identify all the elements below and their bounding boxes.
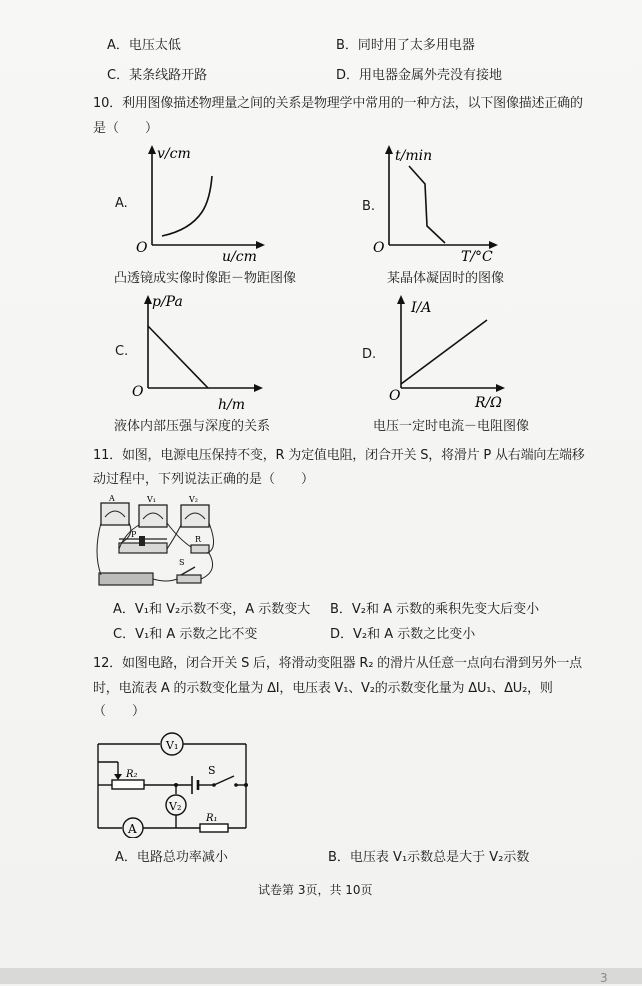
- photo-label-p: P: [131, 530, 137, 539]
- photo-label-s: S: [179, 558, 185, 567]
- graph-d-y-arrow: [397, 295, 405, 304]
- v1-meter-label: V₁: [166, 739, 179, 752]
- battery-pack: [99, 573, 153, 585]
- graph-a-origin: O: [136, 240, 148, 256]
- graph-b-xlabel: T/°C: [461, 249, 493, 265]
- graph-c-x-arrow: [254, 384, 263, 392]
- graph-a-xlabel: u/cm: [222, 249, 257, 265]
- wire-6: [201, 553, 213, 579]
- switch-blade: [214, 776, 234, 785]
- scan-bottom-edge: [0, 968, 642, 984]
- ammeter-label: A: [128, 822, 137, 836]
- graph-c-y-arrow: [144, 295, 152, 304]
- q9-option-c: C．某条线路开路: [107, 68, 208, 83]
- corner-mark: 3: [600, 971, 608, 985]
- wire-1: [97, 523, 101, 575]
- q11-option-a: A．V₁和 V₂示数不变，A 示数变大: [113, 602, 311, 617]
- graph-a: [130, 140, 270, 265]
- graph-c-ylabel: p/Pa: [152, 294, 183, 310]
- graph-a-curve: [162, 176, 212, 236]
- q12-option-b: B．电压表 V₁示数总是大于 V₂示数: [328, 850, 530, 865]
- junction-right: [244, 783, 248, 787]
- rheostat-slider: [139, 536, 145, 546]
- r1-label: R₁: [206, 813, 218, 824]
- q12-option-a: A．电路总功率减小: [115, 850, 228, 865]
- ammeter-body: [101, 503, 129, 525]
- graph-c-caption: 液体内部压强与深度的关系: [114, 419, 271, 434]
- graph-b-x-arrow: [489, 241, 498, 249]
- q9-option-d: D．用电器金属外壳没有接地: [336, 68, 503, 83]
- q12-stem-line3: （ ）: [93, 704, 146, 719]
- switch-base: [177, 575, 201, 583]
- voltmeter1-body: [139, 505, 167, 527]
- resistor-body: [191, 545, 209, 553]
- graph-a-ylabel: v/cm: [157, 146, 191, 162]
- r2-slider-arrow: [114, 774, 122, 780]
- q11-circuit-photo: [95, 493, 225, 593]
- q11-option-b: B．V₂和 A 示数的乘积先变大后变小: [330, 602, 540, 617]
- graph-b-origin: O: [373, 240, 385, 256]
- q9-option-b: B．同时用了太多用电器: [336, 38, 475, 53]
- v2-meter-label: V₂: [169, 800, 182, 813]
- graph-b-ylabel: t/min: [395, 148, 433, 164]
- graph-d-letter: D.: [362, 347, 377, 362]
- graph-d-caption: 电压一定时电流－电阻图像: [373, 419, 530, 434]
- graph-a-caption: 凸透镜成实像时像距－物距图像: [114, 271, 297, 286]
- photo-label-v2: V₂: [189, 495, 198, 504]
- q12-stem-line1: 12．如图电路，闭合开关 S 后，将滑动变阻器 R₂ 的滑片从任意一点向右滑到另外一点: [93, 656, 582, 671]
- graph-d-origin: O: [389, 388, 401, 404]
- graph-d-ylabel: I/A: [411, 300, 432, 316]
- photo-label-r: R: [195, 535, 202, 544]
- q11-option-d: D．V₂和 A 示数之比变小: [330, 627, 476, 642]
- q11-stem-line2: 动过程中，下列说法正确的是（ ）: [93, 472, 315, 487]
- graph-b: [373, 140, 503, 265]
- graph-a-x-arrow: [256, 241, 265, 249]
- graph-b-y-arrow: [385, 145, 393, 154]
- q11-option-c: C．V₁和 A 示数之比不变: [113, 627, 258, 642]
- graph-b-curve: [409, 166, 445, 243]
- graph-d-line: [401, 320, 487, 384]
- q10-stem-line2: 是（ ）: [93, 121, 159, 136]
- graph-c-line: [148, 326, 208, 388]
- graph-c: [130, 288, 270, 413]
- r2-label: R₂: [126, 769, 138, 780]
- graph-d-xlabel: R/Ω: [475, 395, 502, 411]
- graph-b-caption: 某晶体凝固时的图像: [387, 271, 505, 286]
- q12-stem-line2: 时，电流表 A 的示数变化量为 ΔI，电压表 V₁、V₂的示数变化量为 ΔU₁、ΔU₂，则: [93, 681, 553, 696]
- graph-a-letter: A.: [115, 196, 128, 211]
- switch-pivot: [212, 783, 216, 787]
- page-footer: 试卷第 3页，共 10页: [258, 883, 373, 897]
- switch-label: S: [208, 764, 216, 777]
- graph-d: [383, 288, 513, 413]
- graph-a-y-arrow: [148, 145, 156, 154]
- graph-b-letter: B.: [362, 199, 376, 214]
- graph-c-xlabel: h/m: [218, 397, 246, 413]
- photo-label-v1: V₁: [147, 495, 156, 504]
- q9-option-a: A．电压太低: [107, 38, 181, 53]
- graph-c-origin: O: [132, 384, 144, 400]
- photo-label-a: A: [109, 494, 115, 503]
- q11-stem-line1: 11．如图，电源电压保持不变，R 为定值电阻，闭合开关 S，将滑片 P 从右端向左端移: [93, 448, 585, 463]
- voltmeter2-body: [181, 505, 209, 527]
- wire-5: [153, 579, 177, 581]
- q10-stem-line1: 10．利用图像描述物理量之间的关系是物理学中常用的一种方法，以下图像描述正确的: [93, 96, 583, 111]
- r1-resistor: [200, 824, 228, 832]
- q12-circuit: [92, 730, 257, 838]
- r2-resistor: [112, 780, 144, 789]
- switch-lever: [181, 567, 195, 575]
- graph-c-letter: C.: [115, 344, 129, 359]
- graph-d-x-arrow: [496, 384, 505, 392]
